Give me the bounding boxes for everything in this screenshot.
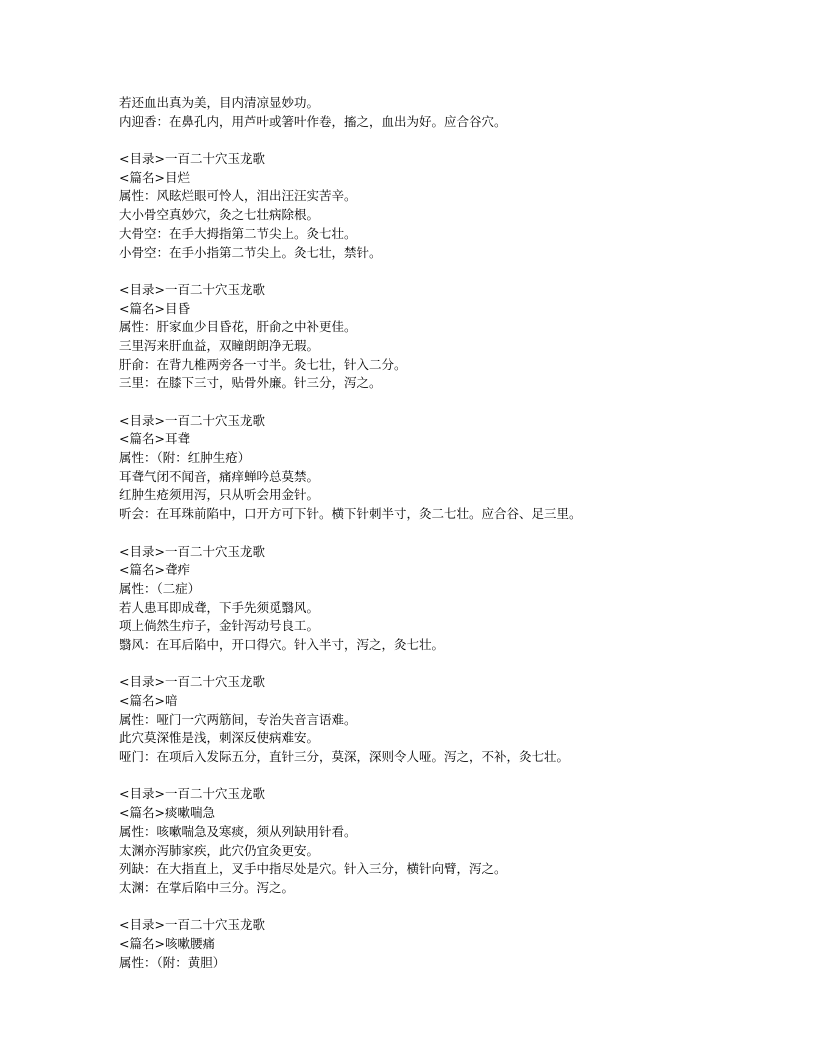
text-line: 若人患耳即成聋，下手先须觅翳风。 — [119, 599, 320, 615]
text-line: 属性：咳嗽喘急及寒痰，须从列缺用针看。 — [119, 823, 357, 839]
chapter-title: <篇名>目烂 — [119, 169, 190, 185]
catalog-heading: <目录>一百二十穴玉龙歌 — [119, 412, 265, 428]
text-line: 内迎香：在鼻孔内，用芦叶或箸叶作卷，搐之，血出为好。应合谷穴。 — [119, 113, 507, 129]
text-line: 属性：肝家血少目昏花，肝俞之中补更佳。 — [119, 319, 357, 335]
text-line: 项上倘然生疖子，金针泻动号良工。 — [119, 618, 320, 634]
text-line: 属性：风眩烂眼可怜人，泪出汪汪实苦辛。 — [119, 188, 357, 204]
document-page — [119, 94, 799, 972]
catalog-heading: <目录>一百二十穴玉龙歌 — [119, 674, 265, 690]
chapter-title: <篇名>耳聋 — [119, 431, 190, 447]
text-line: 太渊亦泻肺家疾，此穴仍宜灸更安。 — [119, 842, 320, 858]
text-line: 三里泻来肝血益，双瞳朗朗净无瑕。 — [119, 337, 320, 353]
text-line: 属性：（附：黄胆） — [119, 954, 226, 970]
section-yin — [119, 673, 799, 766]
spacer — [119, 262, 799, 281]
text-line: 翳风：在耳后陷中，开口得穴。针入半寸，泻之，灸七壮。 — [119, 636, 445, 652]
text-line: 红肿生疮须用泻，只从听会用金针。 — [119, 487, 320, 503]
chapter-title: <篇名>聋痄 — [119, 562, 190, 578]
spacer — [119, 393, 799, 412]
chapter-title: <篇名>喑 — [119, 693, 178, 708]
text-line: 此穴莫深惟是浅，刺深反使病难安。 — [119, 730, 320, 746]
section-erLong — [119, 412, 799, 524]
section-muHun — [119, 281, 799, 393]
text-line: 若还血出真为美，目内清凉显妙功。 — [119, 95, 320, 110]
spacer — [119, 131, 799, 150]
text-line: 耳聋气闭不闻音，痛痒蝉吟总莫禁。 — [119, 468, 320, 484]
text-line: 属性：（附：红肿生疮） — [119, 450, 251, 466]
text-line: 太渊：在掌后陷中三分。泻之。 — [119, 879, 295, 895]
chapter-title: <篇名>目昏 — [119, 300, 190, 316]
text-line: 听会：在耳珠前陷中，口开方可下针。横下针刺半寸，灸二七壮。应合谷、足三里。 — [119, 506, 582, 522]
text-line: 列缺：在大指直上，叉手中指尽处是穴。针入三分，横针向臂，泻之。 — [119, 861, 507, 877]
section-tanSou — [119, 785, 799, 897]
spacer — [119, 767, 799, 786]
text-line: 肝俞：在背九椎两旁各一寸半。灸七壮，针入二分。 — [119, 356, 407, 372]
spacer — [119, 898, 799, 917]
text-line: 小骨空：在手小指第二节尖上。灸七壮，禁针。 — [119, 244, 382, 260]
spacer — [119, 524, 799, 543]
catalog-heading: <目录>一百二十穴玉龙歌 — [119, 786, 265, 802]
text-line: 大骨空：在手大拇指第二节尖上。灸七壮。 — [119, 225, 357, 241]
catalog-heading: <目录>一百二十穴玉龙歌 — [119, 917, 265, 933]
catalog-heading: <目录>一百二十穴玉龙歌 — [119, 281, 265, 297]
section-longZha — [119, 543, 799, 655]
text-line: 三里：在膝下三寸，贴骨外廉。针三分，泻之。 — [119, 375, 382, 391]
catalog-heading: <目录>一百二十穴玉龙歌 — [119, 151, 265, 167]
text-line: 哑门：在项后入发际五分，直针三分，莫深，深则令人哑。泻之，不补，灸七壮。 — [119, 749, 570, 765]
intro-block — [119, 94, 799, 131]
spacer — [119, 655, 799, 674]
chapter-title: <篇名>痰嗽喘急 — [119, 805, 215, 821]
catalog-heading: <目录>一百二十穴玉龙歌 — [119, 543, 265, 559]
text-line: 大小骨空真妙穴，灸之七壮病除根。 — [119, 207, 320, 223]
text-line: 属性：哑门一穴两筋间，专治失音言语难。 — [119, 711, 357, 727]
section-muLan — [119, 150, 799, 262]
text-line: 属性：（二症） — [119, 580, 201, 596]
chapter-title: <篇名>咳嗽腰痛 — [119, 935, 215, 951]
section-keSouYaoTong — [119, 916, 799, 972]
